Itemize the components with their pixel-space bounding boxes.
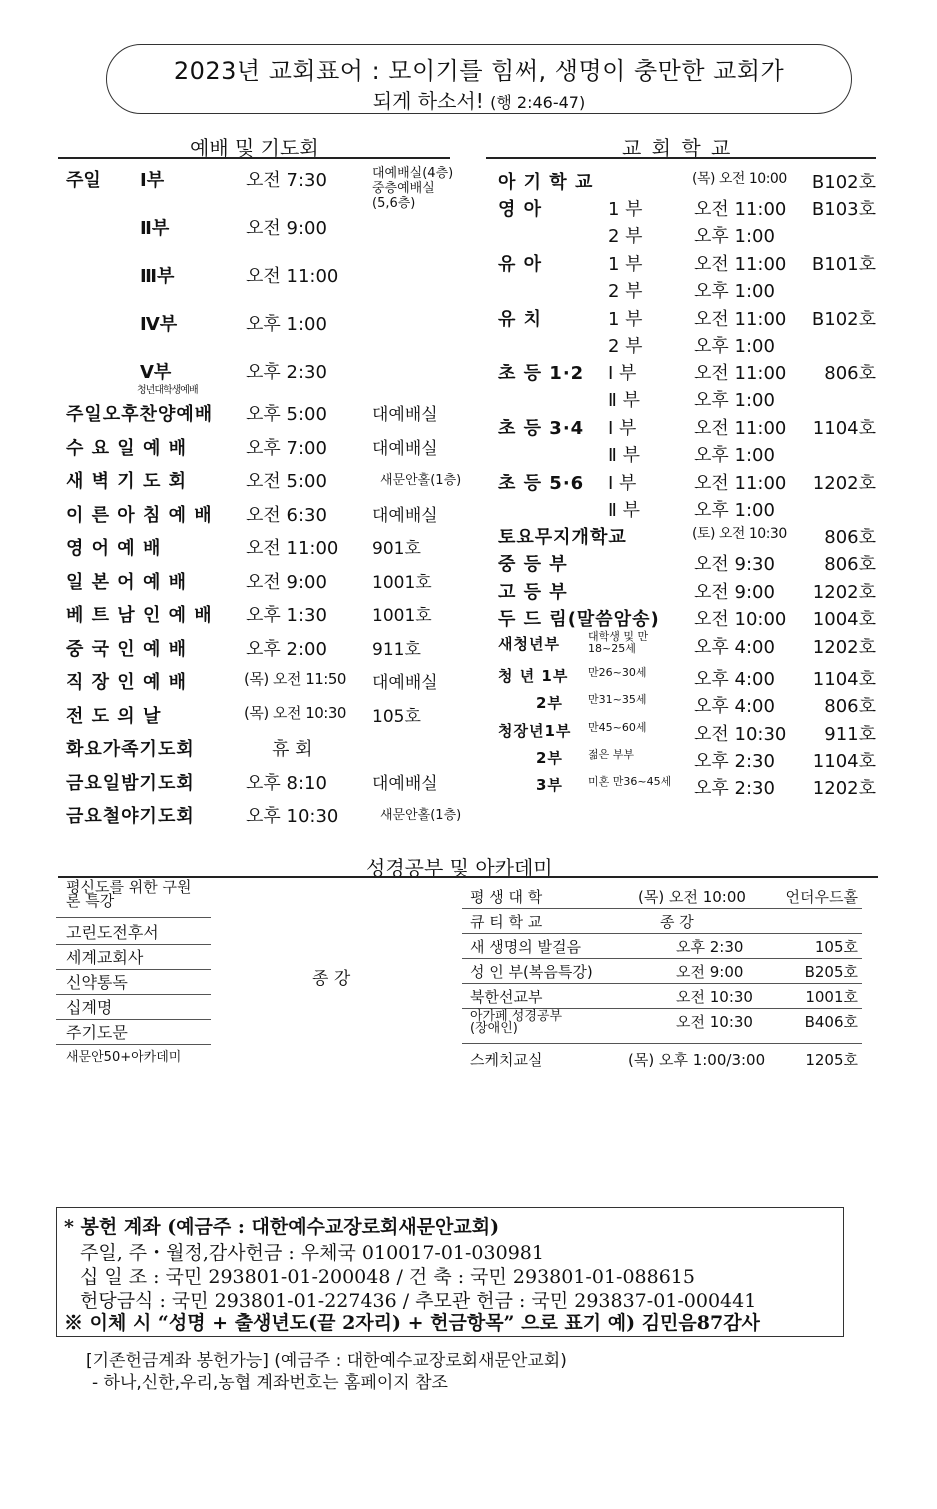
sunday-time: 오후 2:30: [246, 362, 327, 383]
school-time: 오전 11:00: [694, 473, 787, 494]
row-divider: [56, 1044, 211, 1045]
bible-program: 평 생 대 학: [470, 888, 543, 906]
school-part: 2 부: [608, 281, 643, 302]
sunday-label: 주일: [66, 170, 101, 191]
school-time: 오전 11:00: [694, 254, 787, 275]
worship-place: 1001호: [372, 606, 432, 626]
bible-course: 세계교회사: [66, 948, 144, 967]
sunday-place: [372, 166, 453, 211]
worship-place: 대예배실: [372, 438, 438, 459]
bible-room: B205호: [804, 963, 858, 981]
place-line: 중층예배실: [372, 181, 435, 196]
school-dept: 청장년1부: [498, 722, 572, 740]
bible-room: 105호: [814, 938, 858, 956]
school-dept: 아 기 학 교: [498, 172, 594, 193]
school-age: 만26~30세: [588, 666, 647, 679]
motto-banner: [106, 44, 852, 114]
sunday-part: Ⅴ부: [140, 362, 172, 383]
school-time: 오후 1:00: [694, 336, 775, 357]
worship-place: 911호: [372, 639, 421, 660]
sunday-part: Ⅲ부: [140, 266, 175, 287]
school-dept: 초 등 5·6: [498, 473, 585, 494]
school-dept: 중 등 부: [498, 554, 568, 575]
bible-program: 성 인 부(복음특강): [470, 963, 593, 981]
school-dept: 2부: [536, 694, 563, 712]
worship-time: 오전 9:00: [246, 571, 327, 593]
bible-course: 새문안50+아카데미: [66, 1050, 182, 1065]
worship-name: 주일오후찬양예배: [66, 404, 214, 425]
school-part: Ⅱ 부: [608, 500, 640, 521]
school-time: 오후 4:00: [694, 637, 775, 658]
school-time: 오전 10:00: [694, 609, 787, 630]
school-age: 만31~35세: [588, 693, 647, 706]
school-part: Ⅰ 부: [608, 473, 637, 494]
worship-place: 새문안홀(1층): [380, 808, 462, 823]
school-part: Ⅱ 부: [608, 390, 640, 411]
school-age: 대학생 및 만 18~25세: [588, 630, 649, 655]
school-dept: 고 등 부: [498, 582, 568, 603]
school-part: 1 부: [608, 199, 643, 220]
school-time: 오전 11:00: [694, 309, 787, 330]
school-part: 1 부: [608, 254, 643, 275]
school-room: B101호: [811, 254, 876, 275]
bible-time: 오전 10:30: [676, 1013, 753, 1031]
school-room: 1004호: [812, 609, 876, 630]
worship-name: 이 른 아 침 예 배: [66, 504, 213, 526]
school-time: 오전 11:00: [694, 199, 787, 220]
sunday-part: Ⅱ부: [140, 218, 170, 239]
worship-place: 대예배실: [372, 505, 438, 526]
sunday-note: 청년대학생예배: [137, 385, 198, 396]
motto-line-2: [107, 85, 851, 114]
worship-time: 오후 2:00: [246, 638, 327, 660]
footer-line: [기존헌금계좌 봉헌가능] (예금주 : 대한예수교장로회새문안교회): [86, 1351, 567, 1371]
worship-place: 대예배실: [372, 405, 438, 425]
school-time: 오후 2:30: [694, 751, 775, 772]
school-room: 1202호: [812, 778, 876, 799]
worship-time: 오후 7:00: [246, 437, 327, 459]
worship-time: 오후 10:30: [246, 806, 339, 827]
row-divider: [462, 933, 862, 934]
school-dept: 토요무지개학교: [498, 527, 627, 548]
motto-text: 되게 하소서!: [372, 89, 484, 113]
worship-name: 새 벽 기 도 회: [66, 471, 188, 492]
school-dept: 3부: [536, 776, 563, 794]
bible-program: 새 생명의 발걸음: [470, 938, 581, 956]
bible-course: 신약통독: [66, 973, 128, 992]
school-part: Ⅰ 부: [608, 363, 637, 384]
motto-line-1: 2023년 교회표어 : 모이기를 힘써, 생명이 충만한 교회가: [173, 57, 785, 85]
school-part: 2 부: [608, 336, 643, 357]
bible-course: 평신도를 위한 구원론 특강: [66, 878, 192, 910]
offering-line: 주일, 주・월정,감사헌금 : 우체국 010017-01-030981: [80, 1242, 544, 1264]
school-room: 1104호: [812, 751, 876, 772]
school-time: 오전 9:30: [694, 554, 775, 575]
bible-program: 북한선교부: [470, 988, 543, 1006]
worship-place: 대예배실: [372, 773, 438, 794]
place-line: (5,6층): [372, 196, 416, 211]
worship-place: 대예배실: [372, 673, 438, 693]
worship-time: 오후 1:30: [246, 605, 327, 626]
school-time: 오후 4:00: [694, 696, 775, 717]
worship-name: 일 본 어 예 배: [66, 571, 188, 593]
row-divider: [462, 1043, 862, 1044]
worship-name: 금요일밤기도회: [66, 772, 195, 794]
bible-time: 오후 2:30: [676, 938, 744, 956]
sunday-time: 오전 7:30: [246, 170, 327, 191]
school-time: 오후 1:00: [694, 281, 775, 302]
school-room: 1202호: [812, 637, 876, 658]
sunday-time: 오전 11:00: [246, 266, 339, 287]
worship-time: 오전 11:00: [246, 538, 339, 559]
worship-name: 베 트 남 인 예 배: [66, 605, 213, 626]
bible-course: 주기도문: [66, 1023, 128, 1042]
bible-program: 스케치교실: [470, 1051, 543, 1069]
school-time: 오전 11:00: [694, 418, 787, 439]
bible-program: 큐 티 학 교: [470, 913, 543, 931]
worship-time: 오전 5:00: [246, 471, 327, 492]
row-divider: [56, 917, 211, 918]
worship-name: 직 장 인 예 배: [66, 672, 188, 693]
bible-room: 1205호: [805, 1051, 858, 1069]
bible-time: 오전 9:00: [676, 963, 744, 981]
bible-time: (목) 오후 1:00/3:00: [628, 1051, 766, 1069]
bible-room: B406호: [804, 1013, 858, 1031]
school-dept: 유 아: [498, 254, 543, 275]
worship-divider: [58, 157, 450, 159]
school-room: 806호: [824, 527, 876, 548]
school-time: 오전 11:00: [694, 363, 787, 384]
worship-name: 영 어 예 배: [66, 538, 162, 559]
school-time: (목) 오전 10:00: [692, 171, 787, 187]
worship-time: 오전 6:30: [246, 504, 327, 526]
school-dept: 새청년부: [498, 635, 560, 653]
worship-time: 오후 8:10: [246, 772, 327, 794]
bible-time: 종 강: [660, 913, 694, 931]
school-time: 오후 1:00: [694, 500, 775, 521]
school-room: B103호: [811, 199, 876, 220]
school-room: B102호: [811, 309, 876, 330]
offering-line: 헌당금식 : 국민 293801-01-227436 / 추모관 헌금 : 국민 293837-01-000441: [80, 1290, 757, 1312]
worship-time: (목) 오전 11:50: [244, 670, 346, 688]
row-divider: [462, 958, 862, 959]
school-room: 806호: [824, 363, 876, 384]
bible-left-status: 종 강: [312, 969, 351, 989]
worship-place: 새문안홀(1층): [380, 473, 462, 488]
sunday-time: 오후 1:00: [246, 314, 327, 335]
worship-name: 수 요 일 예 배: [66, 437, 188, 459]
school-title: 교 회 학 교: [622, 136, 733, 160]
worship-name: 중 국 인 예 배: [66, 638, 188, 660]
worship-time: 휴 회: [272, 739, 313, 760]
school-time: 오후 4:00: [694, 669, 775, 690]
school-room: 911호: [824, 724, 876, 745]
school-time: (토) 오전 10:30: [692, 526, 787, 542]
school-dept: 청 년 1부: [498, 667, 569, 685]
bible-course: 십계명: [66, 998, 113, 1017]
school-divider: [486, 157, 876, 159]
school-dept: 초 등 1·2: [498, 363, 585, 384]
footer-line: - 하나,신한,우리,농협 계좌번호는 홈페이지 참조: [92, 1373, 448, 1393]
school-dept: 유 치: [498, 309, 543, 330]
worship-name: 금요철야기도회: [66, 806, 195, 827]
sunday-part: Ⅰ부: [140, 170, 165, 191]
school-room: B102호: [811, 172, 876, 193]
school-part: 2 부: [608, 226, 643, 247]
school-room: 1104호: [812, 669, 876, 690]
offering-note: ※ 이체 시 “성명 + 출생년도(끝 2자리) + 헌금항목” 으로 표기 예) 김민음87감사: [64, 1312, 760, 1334]
sunday-part: Ⅳ부: [140, 314, 178, 335]
sunday-time: 오전 9:00: [246, 218, 327, 239]
worship-place: 105호: [372, 706, 421, 727]
bible-time: 오전 10:30: [676, 988, 753, 1006]
bible-room: 언더우드홀: [785, 888, 858, 906]
school-room: 806호: [824, 696, 876, 717]
school-time: 오후 1:00: [694, 390, 775, 411]
bible-time: (목) 오전 10:00: [638, 888, 746, 906]
bible-room: 1001호: [805, 988, 858, 1006]
school-room: 1104호: [812, 418, 876, 439]
place-line: 대예배실(4층): [372, 166, 454, 181]
row-divider: [462, 983, 862, 984]
worship-time: (목) 오전 10:30: [244, 703, 346, 722]
school-age: 젊은 부부: [588, 748, 635, 761]
school-dept: 초 등 3·4: [498, 418, 585, 439]
school-room: 1202호: [812, 473, 876, 494]
row-divider: [462, 908, 862, 909]
school-time: 오후 2:30: [694, 778, 775, 799]
offering-line: 십 일 조 : 국민 293801-01-200048 / 건 축 : 국민 293801-01-088615: [80, 1266, 695, 1288]
worship-name: 화요가족기도회: [66, 739, 195, 760]
bible-title: 성경공부 및 아카데미: [366, 856, 553, 880]
bible-course: 고린도전후서: [66, 923, 159, 942]
school-dept: 영 아: [498, 199, 543, 220]
school-part: Ⅰ 부: [608, 418, 637, 439]
motto-ref: (행 2:46-47): [490, 93, 586, 112]
offering-title: * 봉헌 계좌 (예금주 : 대한예수교장로회새문안교회): [64, 1216, 500, 1238]
school-dept: 두 드 림(말씀암송): [498, 609, 660, 630]
worship-place: 1001호: [372, 572, 432, 593]
school-room: 806호: [824, 554, 876, 575]
worship-place: 901호: [372, 539, 421, 559]
school-part: Ⅱ 부: [608, 445, 640, 466]
school-time: 오전 10:30: [694, 724, 787, 745]
school-time: 오후 1:00: [694, 226, 775, 247]
school-part: 1 부: [608, 309, 643, 330]
worship-name: 전 도 의 날: [66, 705, 162, 727]
school-dept: 2부: [536, 749, 563, 767]
bible-program: 아가페 성경공부 (장애인): [470, 1009, 563, 1036]
school-age: 미혼 만36~45세: [588, 775, 672, 788]
school-time: 오후 1:00: [694, 445, 775, 466]
school-time: 오전 9:00: [694, 582, 775, 603]
worship-title: 예배 및 기도회: [190, 136, 319, 160]
school-age: 만45~60세: [588, 721, 647, 734]
worship-time: 오후 5:00: [246, 404, 327, 425]
school-room: 1202호: [812, 582, 876, 603]
